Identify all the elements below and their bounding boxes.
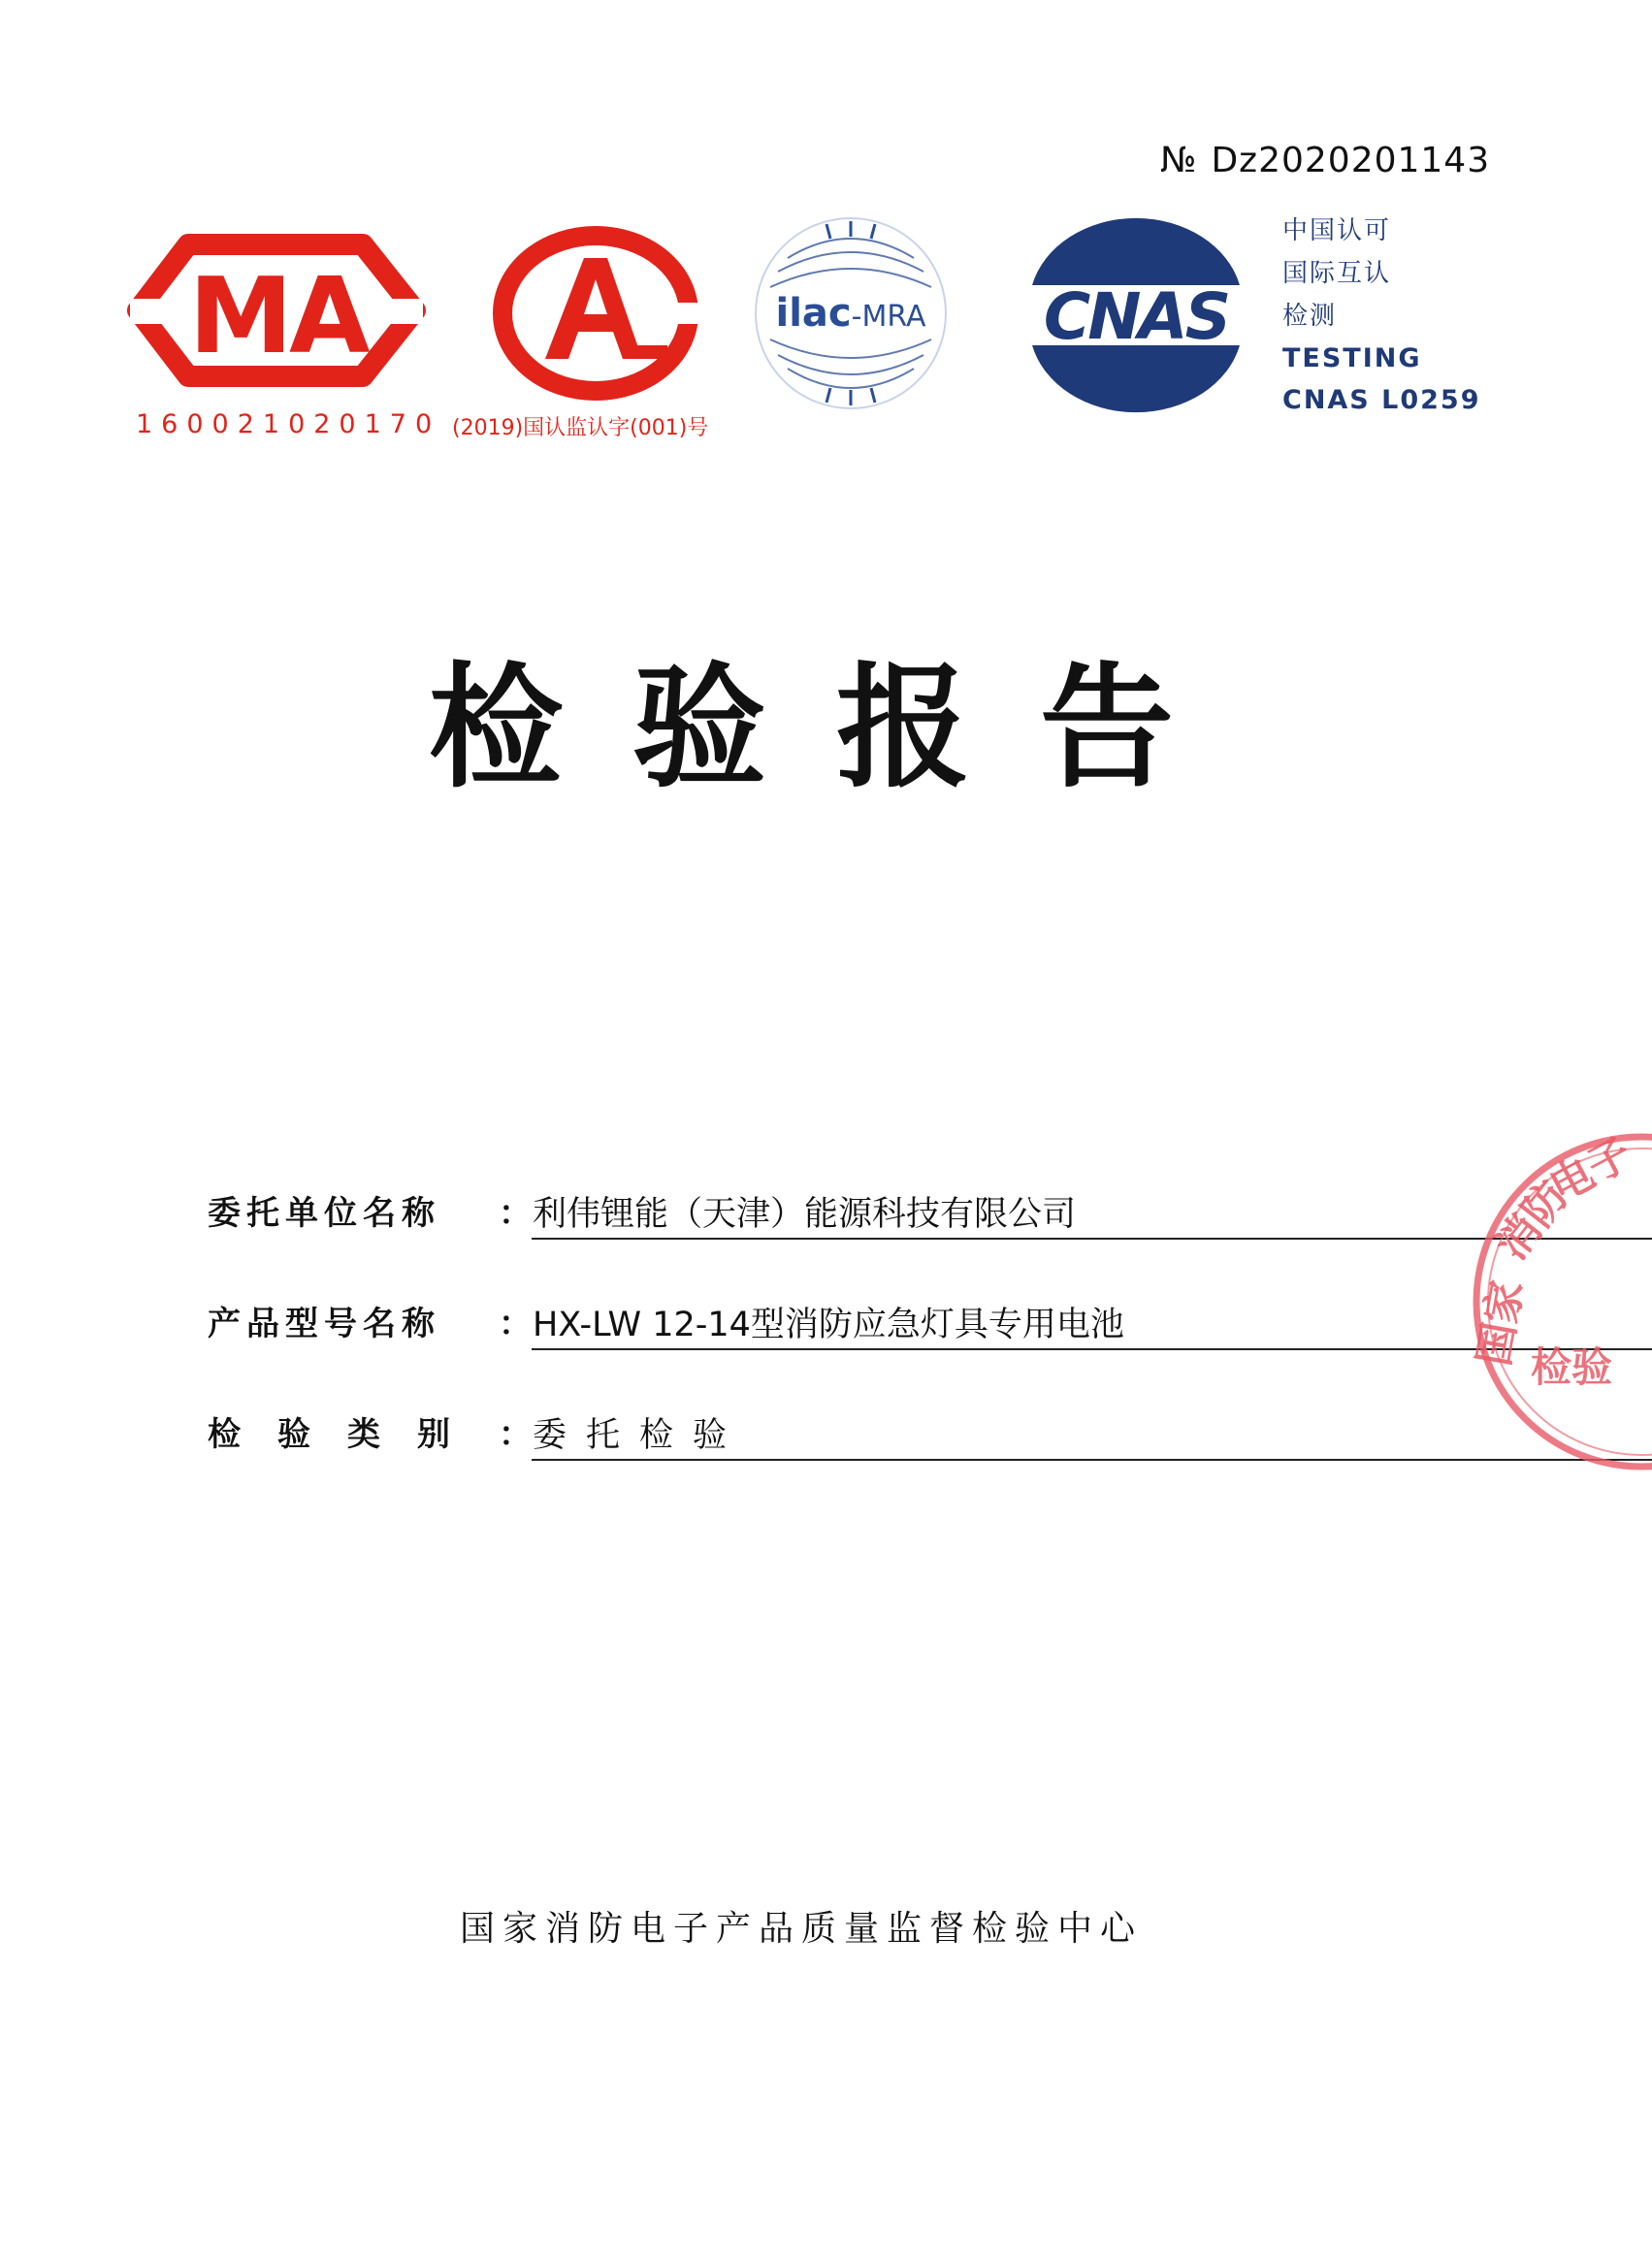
- cma-logo: [132, 231, 423, 400]
- cnas-line-en-2: CNAS L0259: [1282, 385, 1481, 415]
- cma-cert-number: 160021020170: [136, 409, 441, 439]
- ilac-mra-logo: [749, 213, 953, 417]
- svg-text:MA: MA: [188, 256, 367, 377]
- svg-text:检验: 检验: [1531, 1343, 1613, 1391]
- svg-text:ilac-MRA: ilac-MRA: [775, 291, 926, 336]
- inspection-type-value: 委托检验: [533, 1416, 747, 1455]
- document-title: 检验报告: [428, 650, 1244, 806]
- client-colon: ：: [499, 1194, 532, 1233]
- number-symbol: №: [1160, 141, 1198, 180]
- cnas-accreditation-text: [1282, 210, 1481, 421]
- issuer-name: 国家消防电子产品质量监督检验中心: [459, 1909, 1143, 1949]
- inspection-type-colon: ：: [499, 1415, 532, 1454]
- cal-logo: [489, 223, 702, 407]
- report-number: [1160, 141, 1490, 180]
- svg-text:消防: 消防: [1486, 1172, 1578, 1270]
- official-seal: [1467, 1127, 1640, 1480]
- client-label: 委托单位名称: [208, 1194, 440, 1233]
- client-value: 利伟锂能（天津）能源科技有限公司: [533, 1195, 1077, 1234]
- inspection-type-label: 检验类别: [208, 1415, 487, 1454]
- product-label: 产品型号名称: [208, 1305, 440, 1343]
- cal-cert-number: (2019)国认监认字(001)号: [452, 416, 709, 440]
- product-colon: ：: [499, 1305, 532, 1343]
- cnas-logo: [1015, 225, 1257, 409]
- cnas-line-cn-3: 检测: [1282, 302, 1338, 331]
- cnas-line-cn-1: 中国认可: [1282, 216, 1392, 245]
- svg-text:国家: 国家: [1469, 1276, 1534, 1370]
- report-number-value: Dz2020201143: [1211, 141, 1491, 180]
- cnas-line-cn-2: 国际互认: [1282, 259, 1392, 288]
- product-value: HX-LW 12-14型消防应急灯具专用电池: [533, 1306, 1124, 1344]
- svg-text:CNAS: CNAS: [1043, 279, 1229, 354]
- svg-text:电子: 电子: [1541, 1128, 1640, 1212]
- cnas-line-en-1: TESTING: [1282, 343, 1422, 373]
